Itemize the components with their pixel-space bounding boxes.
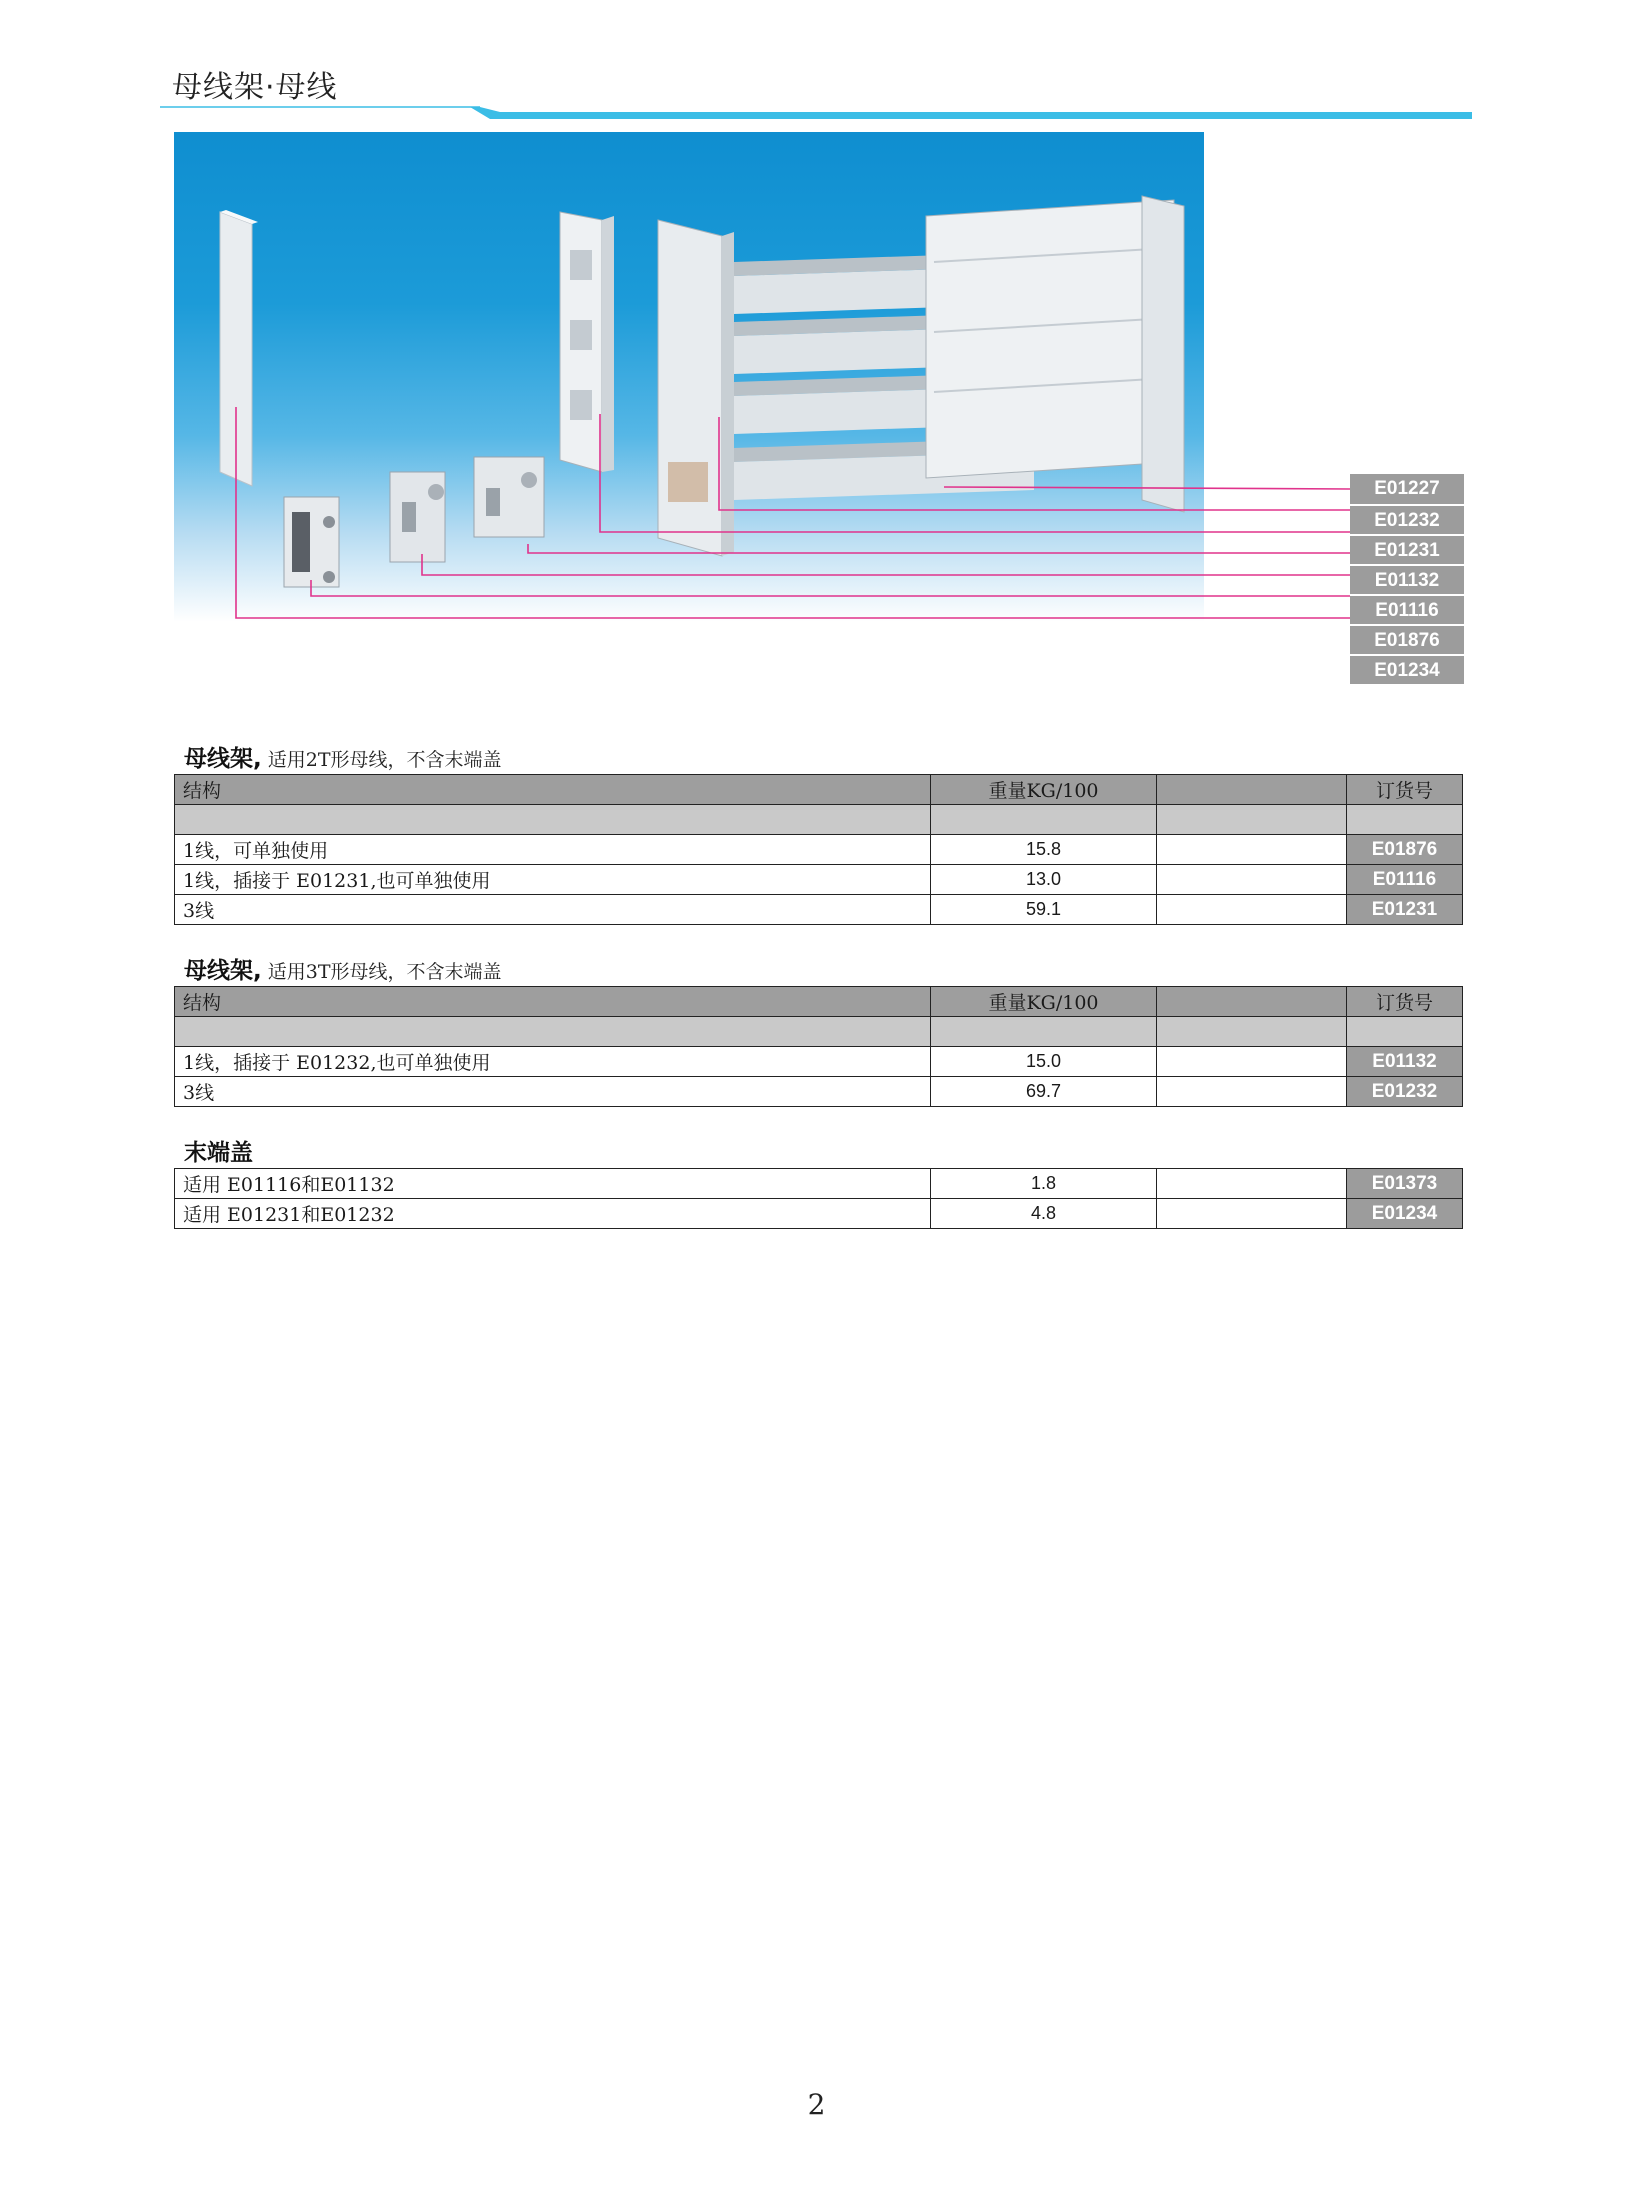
row-weight: 69.7 xyxy=(931,1077,1157,1107)
row-order-code: E01132 xyxy=(1347,1047,1463,1077)
row-description: 适用 E01231和E01232 xyxy=(175,1199,931,1229)
table-row xyxy=(175,1199,1463,1229)
spec-table-2t xyxy=(174,774,1463,925)
table-row xyxy=(175,895,1463,925)
code-label: E01876 xyxy=(1350,624,1464,654)
row-description: 1线，可单独使用 xyxy=(175,835,931,865)
header-structure: 结构 xyxy=(175,775,931,805)
header-blank xyxy=(1157,987,1347,1017)
page-title: 母线架·母线 xyxy=(172,70,338,105)
row-description: 3线 xyxy=(175,1077,931,1107)
row-weight: 13.0 xyxy=(931,865,1157,895)
row-description: 适用 E01116和E01132 xyxy=(175,1169,931,1199)
code-label: E01234 xyxy=(1350,654,1464,684)
product-figure xyxy=(174,132,1460,692)
row-description: 1线，插接于 E01232,也可单独使用 xyxy=(175,1047,931,1077)
row-weight: 4.8 xyxy=(931,1199,1157,1229)
code-label: E01116 xyxy=(1350,594,1464,624)
row-weight: 15.8 xyxy=(931,835,1157,865)
spec-table-end-cover xyxy=(174,1168,1463,1229)
table-subheader-row xyxy=(175,805,1463,835)
section-subtitle: 适用3T形母线，不含末端盖 xyxy=(267,961,502,983)
header-weight: 重量KG/100 xyxy=(931,775,1157,805)
leader-lines xyxy=(174,132,1460,692)
header-order-no: 订货号 xyxy=(1347,987,1463,1017)
header-weight: 重量KG/100 xyxy=(931,987,1157,1017)
spec-table-3t xyxy=(174,986,1463,1107)
table-row xyxy=(175,1047,1463,1077)
code-label: E01231 xyxy=(1350,534,1464,564)
row-weight: 59.1 xyxy=(931,895,1157,925)
row-weight: 1.8 xyxy=(931,1169,1157,1199)
row-order-code: E01231 xyxy=(1347,895,1463,925)
header-blank xyxy=(1157,775,1347,805)
header-rule xyxy=(160,106,1472,120)
table-header-row xyxy=(175,987,1463,1017)
code-label: E01227 xyxy=(1350,474,1464,504)
code-label: E01132 xyxy=(1350,564,1464,594)
section-heading: 母线架, xyxy=(184,746,262,772)
section-title xyxy=(184,1134,253,1167)
section-heading: 母线架, xyxy=(184,958,262,984)
table-row xyxy=(175,835,1463,865)
row-description: 1线，插接于 E01231,也可单独使用 xyxy=(175,865,931,895)
row-order-code: E01232 xyxy=(1347,1077,1463,1107)
table-subheader-row xyxy=(175,1017,1463,1047)
section-heading: 末端盖 xyxy=(184,1140,253,1166)
header-order-no: 订货号 xyxy=(1347,775,1463,805)
code-label-list xyxy=(1350,474,1464,684)
page-number: 2 xyxy=(807,2088,826,2121)
table-row xyxy=(175,1169,1463,1199)
code-label: E01232 xyxy=(1350,504,1464,534)
row-order-code: E01116 xyxy=(1347,865,1463,895)
section-title xyxy=(184,740,502,773)
table-row xyxy=(175,1077,1463,1107)
row-order-code: E01234 xyxy=(1347,1199,1463,1229)
row-order-code: E01373 xyxy=(1347,1169,1463,1199)
section-subtitle: 适用2T形母线，不含末端盖 xyxy=(267,749,502,771)
table-header-row xyxy=(175,775,1463,805)
row-order-code: E01876 xyxy=(1347,835,1463,865)
row-description: 3线 xyxy=(175,895,931,925)
row-weight: 15.0 xyxy=(931,1047,1157,1077)
table-row xyxy=(175,865,1463,895)
header-structure: 结构 xyxy=(175,987,931,1017)
section-title xyxy=(184,952,502,985)
